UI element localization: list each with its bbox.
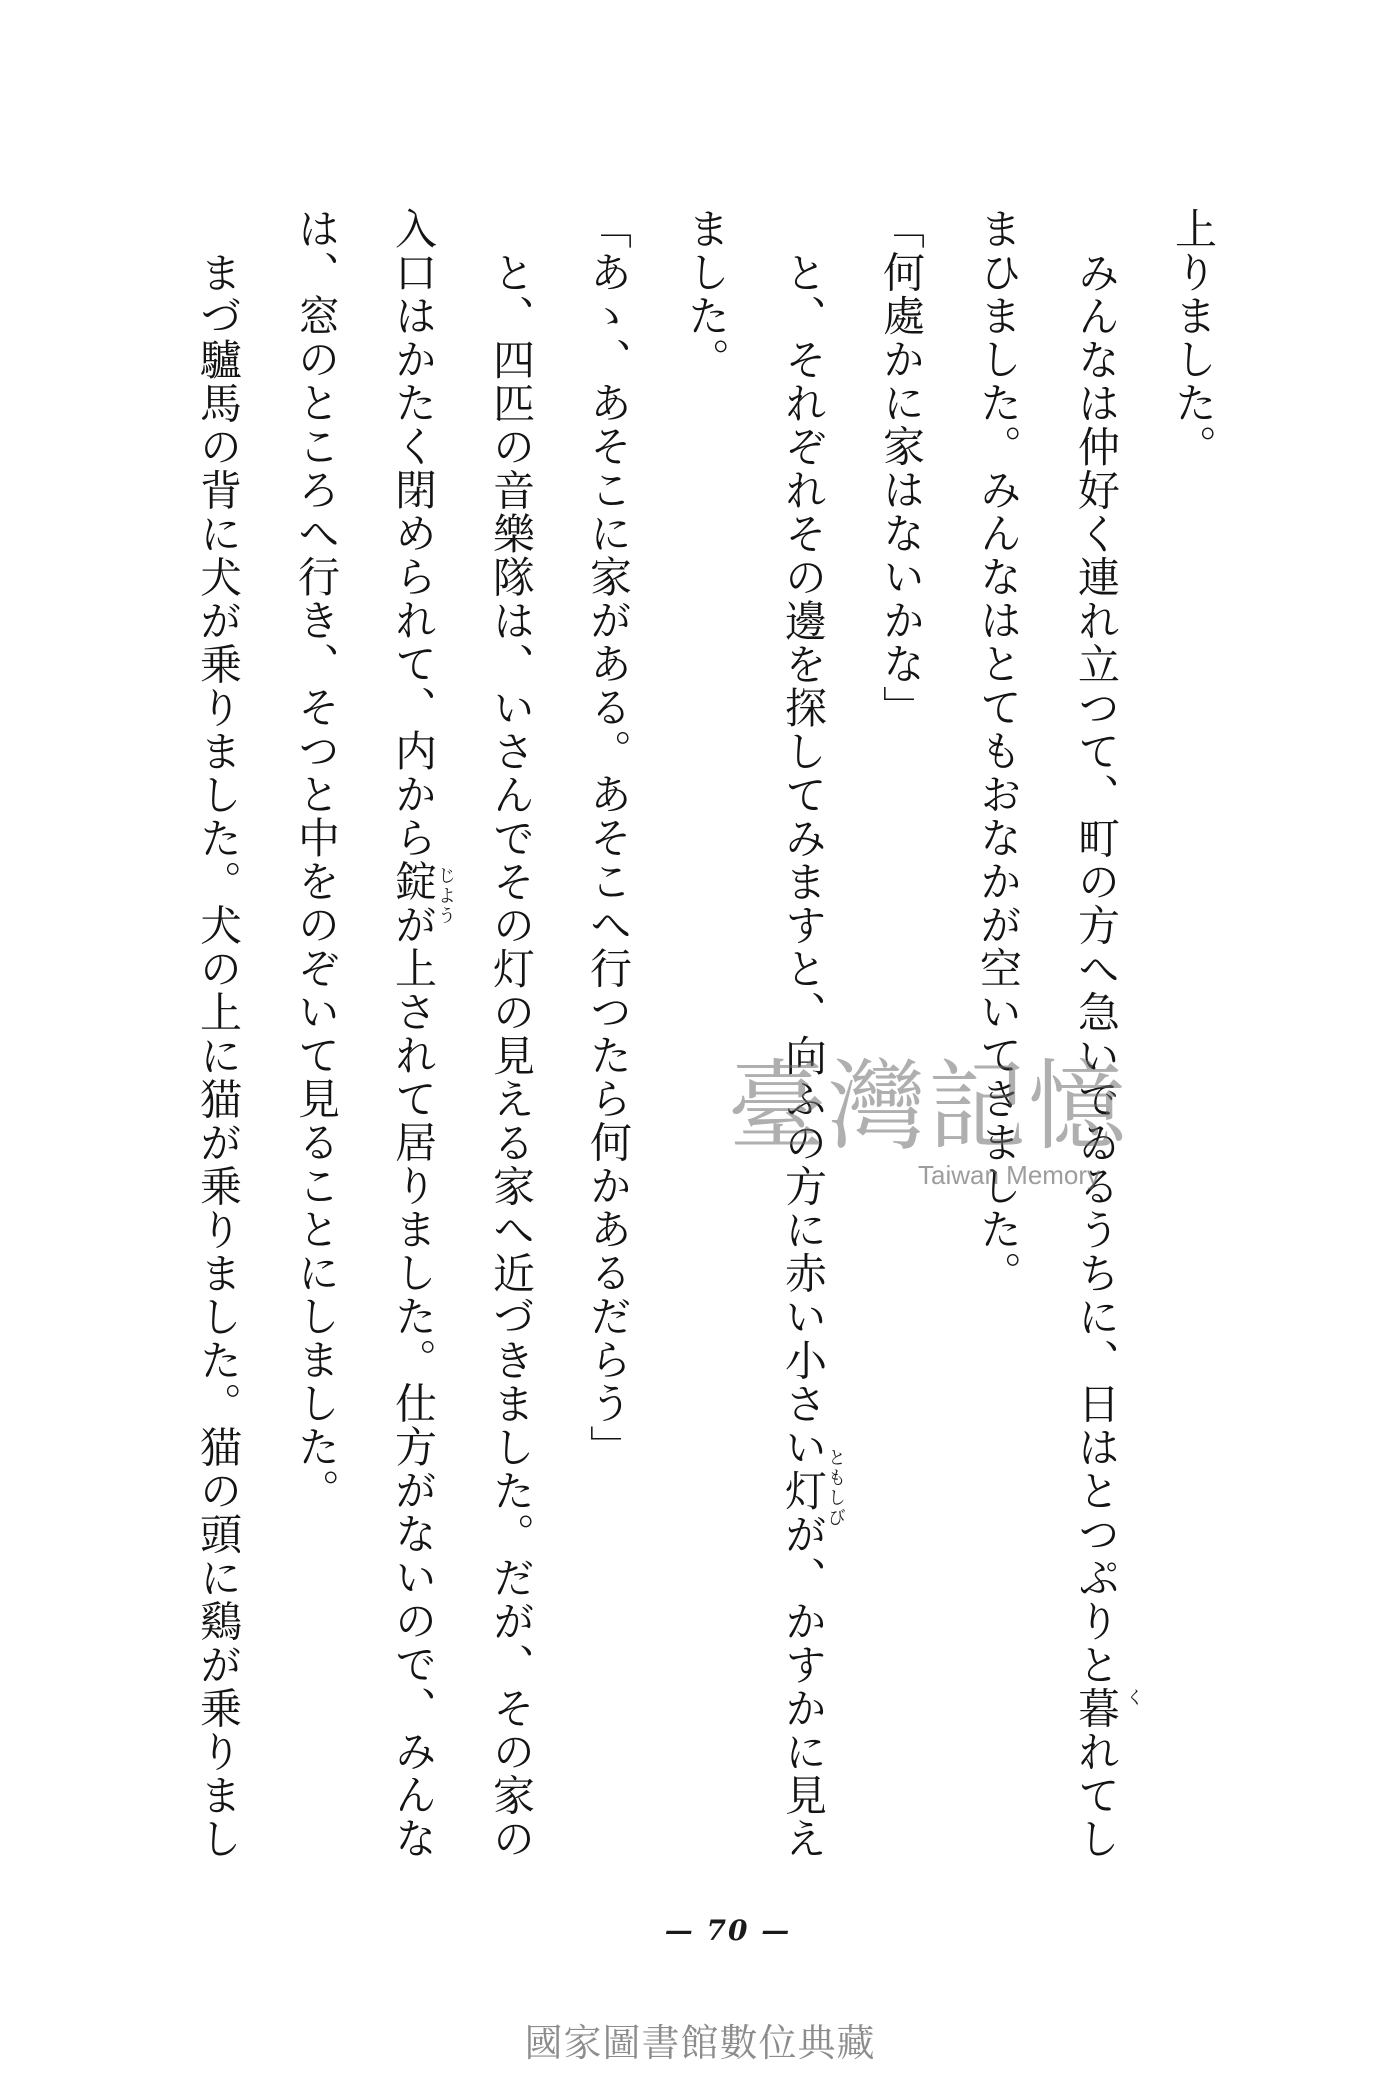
text-column-7: 「あゝ、あそこに家がある。あそこへ行つたら何かあるだらう」 xyxy=(584,207,633,1469)
text-column-4: 「何處かに家はないかな」 xyxy=(877,207,926,729)
text-column-1: 上りました。 xyxy=(1169,207,1218,468)
text-column-2: みんなは仲好く連れ立つて、町の方へ急いでゐるうちに、日はとつぷりと暮れてし xyxy=(1072,251,1121,1861)
ruby-reading-tomoshibi: ともしび xyxy=(825,1448,846,1528)
page-number: — 70 — xyxy=(664,1914,792,1947)
watermark-subtitle: Taiwan Memory xyxy=(918,1160,1101,1190)
ruby-reading-kure: く xyxy=(1123,1688,1144,1708)
text-column-11: まづ驢馬の背に犬が乗りました。犬の上に猫が乗りました。猫の頭に鷄が乗りまし xyxy=(194,251,243,1861)
text-column-6: ました。 xyxy=(682,207,731,381)
text-column-5: と、それぞれその邊を探してみますと、向ふの方に赤い小さい灯が、かすかに見え xyxy=(779,251,828,1861)
text-column-8: と、四匹の音樂隊は、いさんでその灯の見える家へ近づきました。だが、その家の xyxy=(487,251,536,1861)
text-column-3: まひました。みんなはとてもおなかが空いてきました。 xyxy=(974,207,1023,1295)
footer-caption: 國家圖書館數位典藏 xyxy=(524,2021,876,2065)
watermark-title: 臺灣記憶 xyxy=(728,1050,1129,1164)
ruby-reading-jou: じよう xyxy=(435,866,456,926)
text-column-9: 入口はかたく閉められて、内から錠が上されて居りました。仕方がないので、みんな xyxy=(389,207,438,1860)
text-column-10: は、窓のところへ行き、そつと中をのぞいて見ることにしました。 xyxy=(292,207,341,1512)
